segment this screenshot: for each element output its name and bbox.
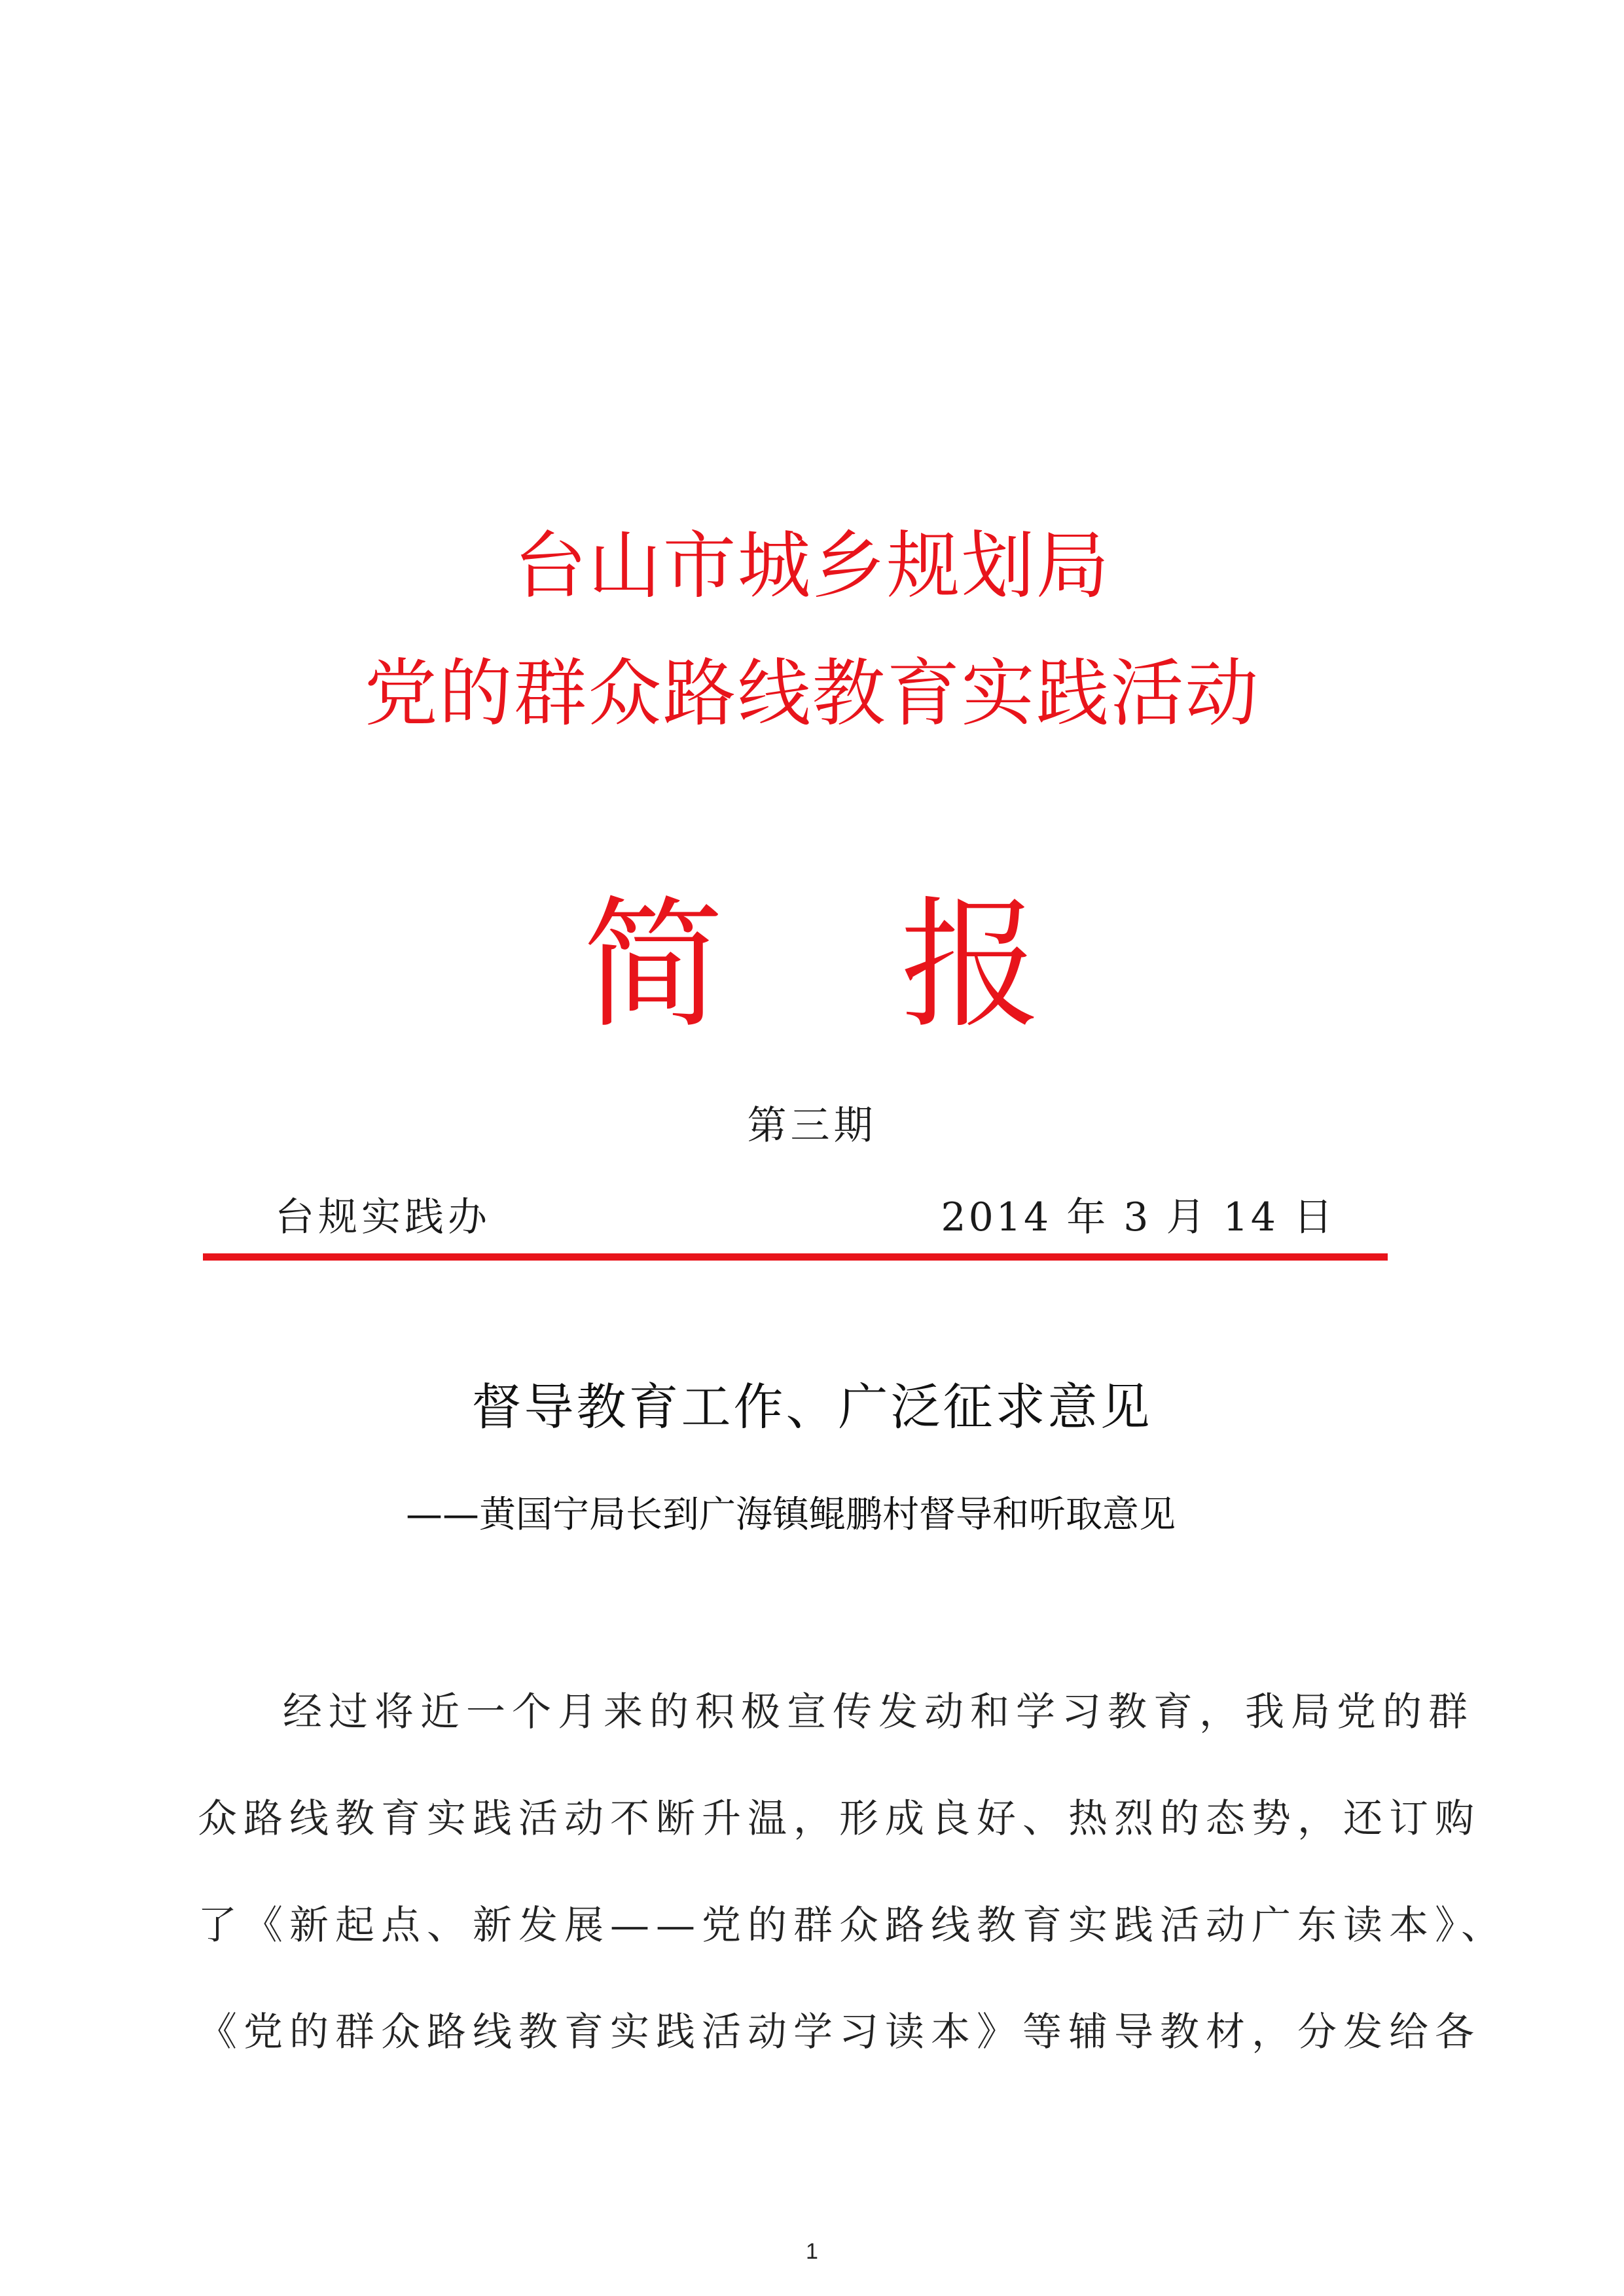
issuer-name: 台规实践办 — [275, 1194, 491, 1240]
article-body — [198, 1659, 1507, 2086]
issuer-date-row — [275, 1191, 1335, 1244]
red-divider-line — [203, 1253, 1388, 1261]
page-number: 1 — [806, 2239, 818, 2264]
bulletin-title-line1: 台山市城乡规划局 — [513, 524, 1111, 609]
body-line: 经过将近一个月来的积极宣传发动和学习教育，我局党的群 — [283, 1689, 1474, 1735]
bulletin-heading-char1: 简 — [583, 883, 724, 1047]
body-line: 《党的群众路线教育实践活动学习读本》等辅导教材，分发给各 — [198, 2009, 1481, 2055]
bulletin-title-line2: 党的群众路线教育实践活动 — [364, 651, 1260, 736]
body-line: 众路线教育实践活动不断升温，形成良好、热烈的态势，还订购 — [198, 1796, 1481, 1842]
bulletin-heading — [0, 880, 1624, 1050]
article-title: 督导教育工作、广泛征求意见 — [471, 1378, 1153, 1436]
issue-date: 2014 年 3 月 14 日 — [941, 1194, 1335, 1240]
article-subtitle: ——黄国宁局长到广海镇鲲鹏村督导和听取意见 — [406, 1494, 1176, 1536]
body-line: 了《新起点、新发展——党的群众路线教育实践活动广东读本》、 — [198, 1903, 1507, 1948]
issue-number: 第三期 — [747, 1103, 877, 1149]
bulletin-heading-char2: 报 — [900, 883, 1041, 1047]
